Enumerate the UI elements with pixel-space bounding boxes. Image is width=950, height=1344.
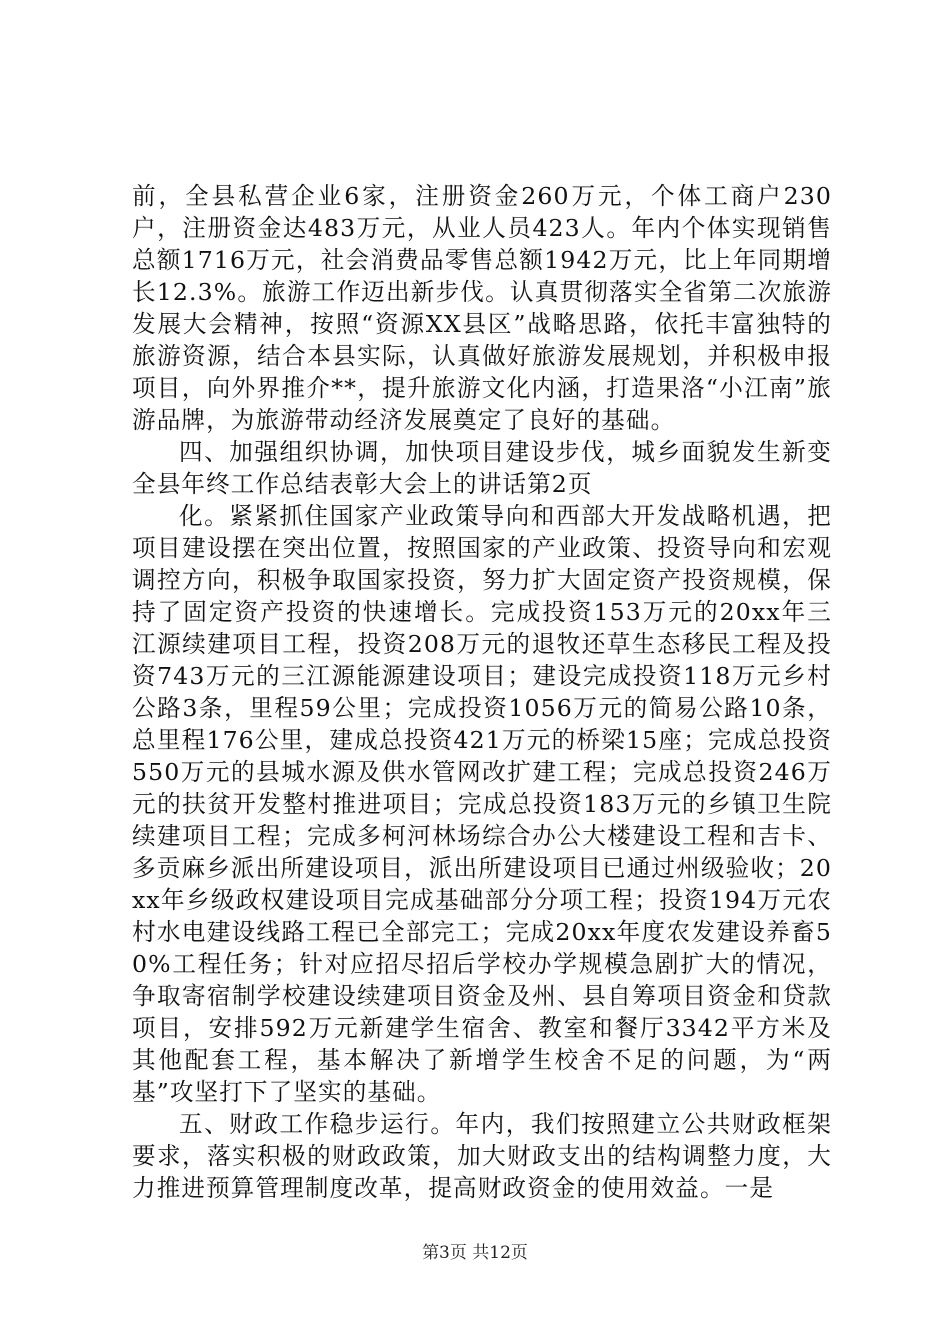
page-number-footer: 第3页 共12页 [422, 1243, 528, 1263]
paragraph-continuation: 前，全县私营企业6家，注册资金260万元，个体工商户230户，注册资金达483万元，从业人员423人。年内个体实现销售总额1716万元，社会消费品零售总额1942万元，比上年同期增长12.3%。旅游工作迈出新步伐。认真贯彻落实全省第二次旅游发展大会精神，按照“资源XX县区”战略思路，依托丰富独特的旅游资源，结合本县实际，认真做好旅游发展规划，并积极申报项目，向外界推介**，提升旅游文化内涵，打造果洛“小江南”旅游品牌，为旅游带动经济发展奠定了良好的基础。 [132, 182, 832, 434]
paragraph-projects: 化。紧紧抓住国家产业政策导向和西部大开发战略机遇，把项目建设摆在突出位置，按照国家的产业政策、投资导向和宏观调控方向，积极争取国家投资，努力扩大固定资产投资规模，保持了固定资产投资的快速增长。完成投资153万元的20xx年三江源续建项目工程，投资208万元的退牧还草生态移民工程及投资743万元的三江源能源建设项目；建设完成投资118万元乡村公路3条，里程59公里；完成投资1056万元的简易公路10条，总里程176公里，建成总投资421万元的桥梁15座；完成总投资550万元的县城水源及供水管网改扩建工程；完成总投资246万元的扶贫开发整村推进项目；完成总投资183万元的乡镇卫生院续建项目工程；完成多柯河林场综合办公大楼建设工程和吉卡、多贡麻乡派出所建设项目，派出所建设项目已通过州级验收；20xx年乡级政权建设项目完成基础部分分项工程；投资194万元农村水电建设线路工程已全部完工；完成20xx年度农发建设养畜50%工程任务；针对应招尽招后学校办学规模急剧扩大的情况，争取寄宿制学校建设续建项目资金及州、县自筹项目资金和贷款项目，安排592万元新建学生宿舍、教室和餐厅3342平方米及其他配套工程，基本解决了新增学生校舍不足的问题，为“两基”攻坚打下了坚实的基础。 [132, 502, 832, 1106]
paragraph-section-four: 四、加强组织协调，加快项目建设步伐，城乡面貌发生新变全县年终工作总结表彰大会上的讲话第2页 [132, 438, 832, 498]
body-text [132, 180, 832, 1204]
paragraph-section-five: 五、财政工作稳步运行。年内，我们按照建立公共财政框架要求，落实积极的财政政策，加大财政支出的结构调整力度，大力推进预算管理制度改革，提高财政资金的使用效益。一是 [132, 1110, 832, 1202]
